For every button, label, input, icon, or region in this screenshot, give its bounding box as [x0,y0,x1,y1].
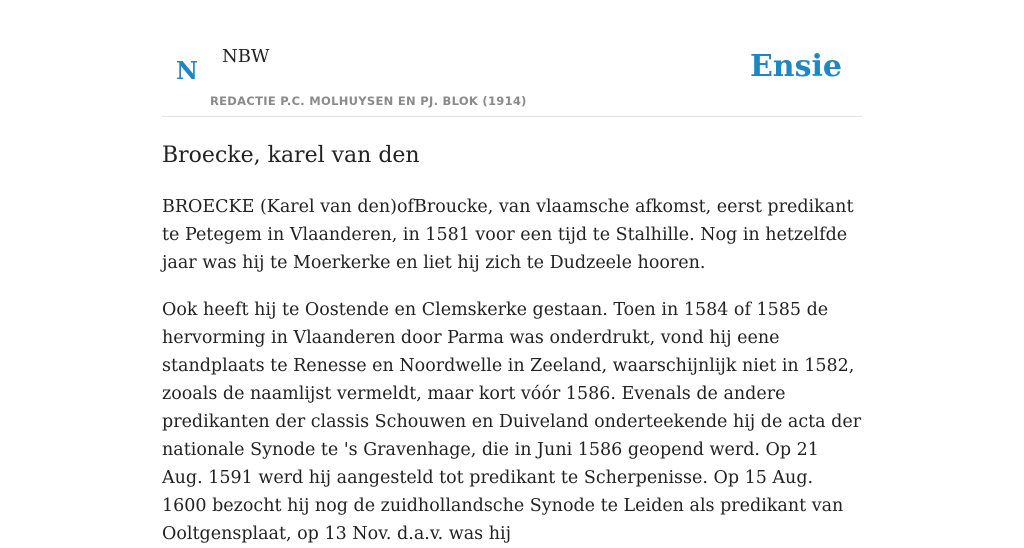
site-header [162,0,862,117]
article-paragraph: Ook heeft hij te Oostende en Clemskerke gestaan. Toen in 1584 of 1585 de hervorming in Vlaanderen door Parma was onderdrukt, vond hij eene standplaats te Renesse en Noordwelle in Zeeland, waarschijnlijk niet in 1582, zooals de naamlijst vermeldt, maar kort vóór 1586. Evenals de andere predikanten der classis Schouwen en Duiveland onderteekende hij de acta der nationale Synode te 's Gravenhage, die in Juni 1586 geopend werd. Op 21 Aug. 1591 werd hij aangesteld tot predikant te Scherpenisse. Op 15 Aug. 1600 bezocht hij nog de zuidhollandsche Synode te Leiden als predikant van Ooltgensplaat, op 13 Nov. d.a.v. was hij [162,300,862,544]
article-paragraph: BROECKE (Karel van den)ofBroucke, van vlaamsche afkomst, eerst predikant te Petegem in Vlaanderen, in 1581 voor een tijd te Stalhille. Nog in hetzelfde jaar was hij te Moerkerke en liet hij zich te Dudzeele hooren. [162,197,854,273]
article-body [162,193,862,548]
editors-subtitle: REDACTIE P.C. MOLHUYSEN EN PJ. BLOK (1914) [210,94,527,108]
publication-title: NBW [222,46,270,67]
nbw-logo[interactable]: N [176,56,198,85]
content-container [162,0,862,548]
article-title: Broecke, karel van den [162,143,420,168]
ensie-brand-logo[interactable]: Ensie [749,49,842,84]
